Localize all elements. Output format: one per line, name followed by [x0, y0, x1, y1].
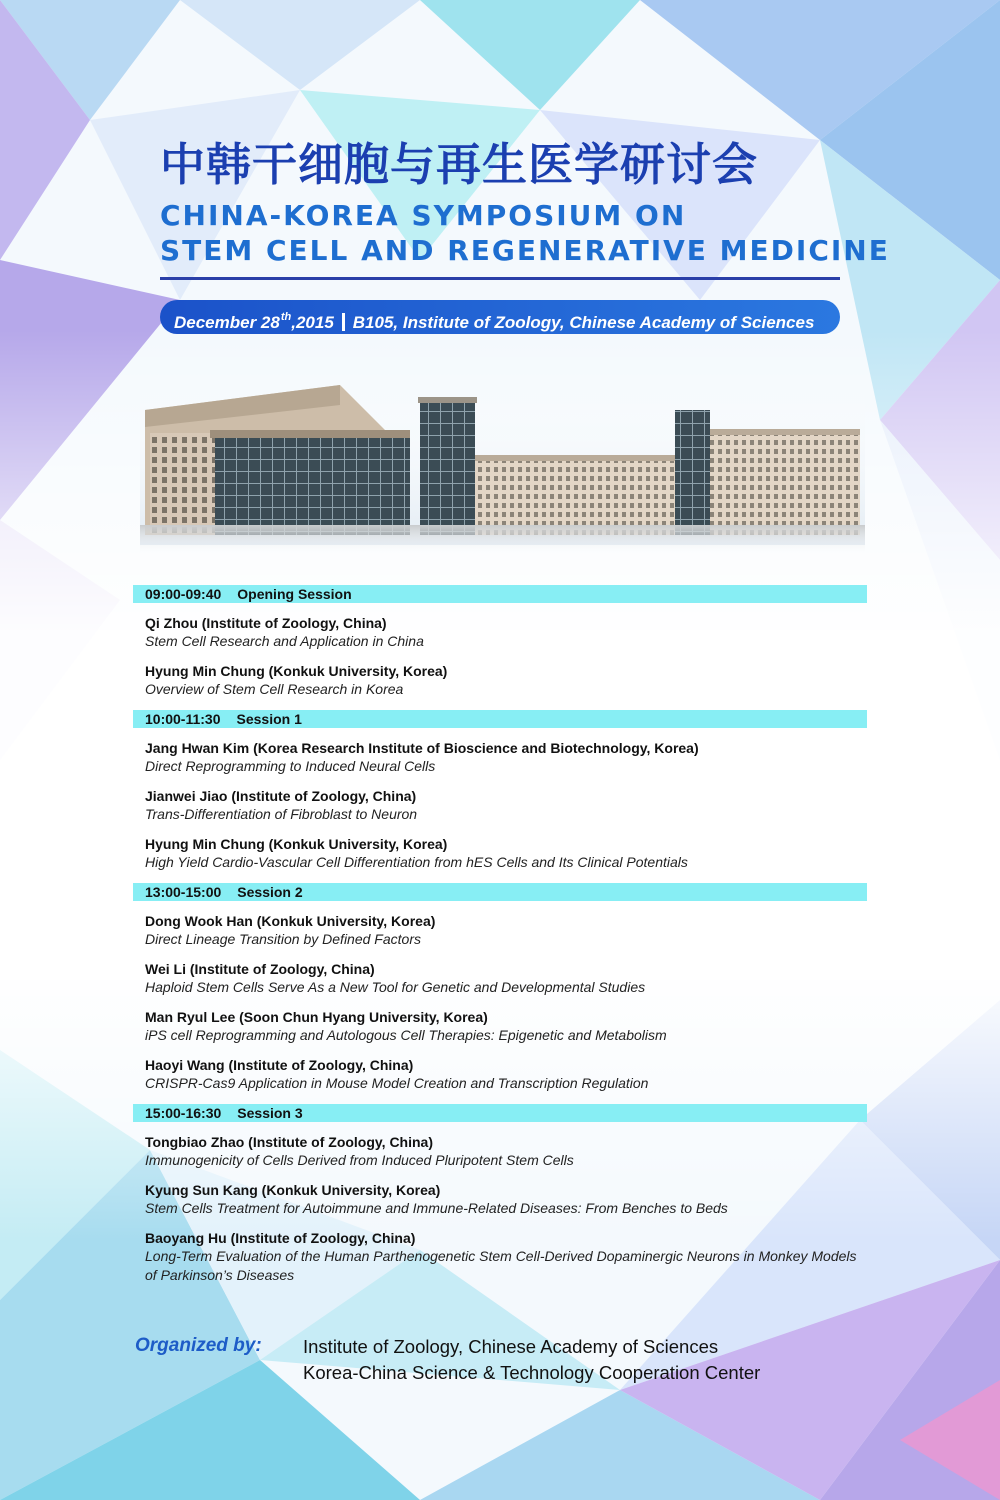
session-header	[133, 585, 867, 603]
talk-topic: Stem Cells Treatment for Autoimmune and Immune-Related Diseases: From Benches to Beds	[145, 1200, 728, 1216]
speaker-name: Hyung Min Chung (Konkuk University, Korea)	[145, 836, 448, 852]
speaker-name: Baoyang Hu (Institute of Zoology, China)	[145, 1230, 416, 1246]
talk-item	[145, 787, 867, 824]
organizer-line-1: Institute of Zoology, Chinese Academy of Sciences	[303, 1336, 719, 1357]
session-name: Opening Session	[237, 586, 352, 602]
talk-topic: Direct Lineage Transition by Defined Factors	[145, 931, 421, 947]
talk-item	[145, 739, 867, 776]
session-time: 15:00-16:30	[145, 1105, 222, 1121]
talk-topic: Overview of Stem Cell Research in Korea	[145, 681, 404, 697]
talk-topic: Long-Term Evaluation of the Human Parthenogenetic Stem Cell-Derived Dopaminergic Neurons in Monkey Models of Parkinson’s Diseases	[145, 1248, 857, 1283]
talk-item	[145, 662, 867, 699]
speaker-name: Qi Zhou (Institute of Zoology, China)	[145, 615, 387, 631]
title-chinese: 中韩干细胞与再生医学研讨会	[160, 138, 759, 191]
talk-topic: Stem Cell Research and Application in China	[145, 633, 424, 649]
building-photo	[140, 375, 865, 555]
title-english-line1: CHINA-KOREA SYMPOSIUM ON	[160, 199, 687, 232]
speaker-name: Kyung Sun Kang (Konkuk University, Korea)	[145, 1182, 441, 1198]
session-name: Session 2	[237, 884, 303, 900]
title-english-line2: STEM CELL AND REGENERATIVE MEDICINE	[160, 234, 890, 267]
program-schedule	[133, 585, 867, 1296]
talk-item	[145, 1008, 867, 1045]
speaker-name: Dong Wook Han (Konkuk University, Korea)	[145, 913, 436, 929]
session-header	[133, 883, 867, 901]
talk-item	[145, 912, 867, 949]
talk-topic: Haploid Stem Cells Serve As a New Tool for Genetic and Developmental Studies	[145, 979, 646, 995]
talk-item	[145, 1133, 867, 1170]
session-opening	[133, 585, 867, 699]
date-year: ,2015	[291, 313, 334, 332]
talk-topic: CRISPR-Cas9 Application in Mouse Model Creation and Transcription Regulation	[145, 1075, 649, 1091]
speaker-name: Wei Li (Institute of Zoology, China)	[145, 961, 375, 977]
talk-topic: Trans-Differentiation of Fibroblast to Neuron	[145, 806, 418, 822]
session-time: 13:00-15:00	[145, 884, 222, 900]
organized-by-label: Organized by:	[135, 1335, 262, 1356]
talk-topic: High Yield Cardio-Vascular Cell Differentiation from hES Cells and Its Clinical Potentials	[145, 854, 688, 870]
talk-item	[145, 1056, 867, 1093]
session-time: 09:00-09:40	[145, 586, 222, 602]
session-1	[133, 710, 867, 872]
talk-item	[145, 960, 867, 997]
talk-topic: Immunogenicity of Cells Derived from Induced Pluripotent Stem Cells	[145, 1152, 574, 1168]
session-name: Session 1	[236, 711, 302, 727]
date-suffix: th	[280, 311, 292, 323]
talk-item	[145, 1229, 867, 1285]
talk-item	[145, 1181, 867, 1218]
organizer-line-2: Korea-China Science & Technology Cooperation Center	[303, 1362, 761, 1383]
talk-topic: iPS cell Reprogramming and Autologous Cell Therapies: Epigenetic and Metabolism	[145, 1027, 667, 1043]
speaker-name: Hyung Min Chung (Konkuk University, Korea)	[145, 663, 448, 679]
date-month-day: December 28	[174, 313, 280, 332]
speaker-name: Haoyi Wang (Institute of Zoology, China)	[145, 1057, 414, 1073]
speaker-name: Tongbiao Zhao (Institute of Zoology, China)	[145, 1134, 433, 1150]
session-header	[133, 1104, 867, 1122]
date-separator	[342, 313, 345, 331]
talk-topic: Direct Reprogramming to Induced Neural Cells	[145, 758, 436, 774]
title-divider	[160, 277, 840, 280]
talk-item	[145, 614, 867, 651]
venue-text: B105, Institute of Zoology, Chinese Academy of Sciences	[352, 313, 815, 332]
speaker-name: Jianwei Jiao (Institute of Zoology, China)	[145, 788, 417, 804]
date-venue-bar	[160, 300, 840, 334]
session-header	[133, 710, 867, 728]
speaker-name: Man Ryul Lee (Soon Chun Hyang University, Korea)	[145, 1009, 488, 1025]
session-2	[133, 883, 867, 1093]
talk-item	[145, 835, 867, 872]
session-time: 10:00-11:30	[145, 711, 221, 727]
session-3	[133, 1104, 867, 1285]
speaker-name: Jang Hwan Kim (Korea Research Institute of Bioscience and Biotechnology, Korea)	[145, 740, 699, 756]
session-name: Session 3	[237, 1105, 303, 1121]
